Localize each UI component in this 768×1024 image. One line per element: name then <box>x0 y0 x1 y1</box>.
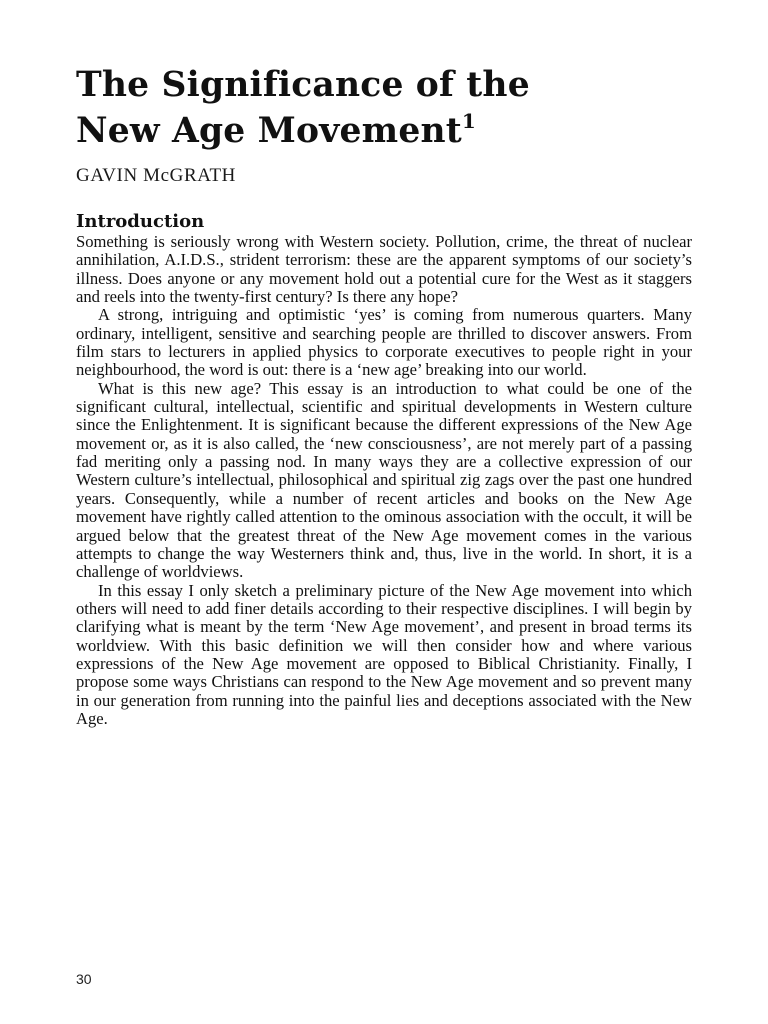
paragraph-2: A strong, intriguing and optimistic ‘yes’ is coming from numerous quarters. Many ordinary, intelligent, sensitive and searching people are thrilled to discover answers. From film stars to lecturers in applied physics to corporate executives to people right in your neighbourhood, the word is out: there is a ‘new age’ breaking into our world. <box>76 305 692 380</box>
article-page <box>76 62 692 728</box>
section-heading-introduction: Introduction <box>76 211 205 232</box>
footnote-marker: 1 <box>461 109 477 133</box>
paragraph-4: In this essay I only sketch a preliminary picture of the New Age movement into which others will need to add finer details according to their respective disciplines. I will begin by clarifying what is meant by the term ‘New Age movement’, and present in broad terms its worldview. With this basic definition we will then consider how and where various expressions of the New Age movement are opposed to Biblical Christianity. Finally, I propose some ways Christians can respond to the New Age movement and so prevent many in our generation from running into the painful lies and deceptions associated with the New Age. <box>76 580 692 728</box>
paragraph-1: Something is seriously wrong with Western society. Pollution, crime, the threat of nuclear annihilation, A.I.D.S., strident terrorism: these are the apparent symptoms of our society’s illness. Does anyone or any movement hold out a potential cure for the West as it staggers and reels into the twenty-first century? Is there any hope? <box>76 232 692 307</box>
article-body <box>76 233 692 728</box>
title-line-2: New Age Movement <box>76 111 462 151</box>
paragraph-3: What is this new age? This essay is an introduction to what could be one of the significant cultural, intellectual, scientific and spiritual developments in Western culture since the Enlightenment. It is significant because the different expressions of the New Age movement or, as it is also called, the ‘new consciousness’, are not merely part of a passing fad meriting only a passing nod. In many ways they are a collective expression of our Western culture’s intellectual, philosophical and spiritual zig zags over the past one hundred years. Consequently, while a number of recent articles and books on the New Age movement have rightly called attention to the ominous association with the occult, it will be argued below that the greatest threat of the New Age movement comes in the various attempts to change the way Westerners think and, thus, live in the world. In short, it is a challenge of worldviews. <box>76 378 692 582</box>
page-number: 30 <box>76 971 92 987</box>
article-title <box>76 62 692 154</box>
title-line-1: The Significance of the <box>76 65 530 105</box>
author-name: GAVIN McGRATH <box>76 165 236 186</box>
